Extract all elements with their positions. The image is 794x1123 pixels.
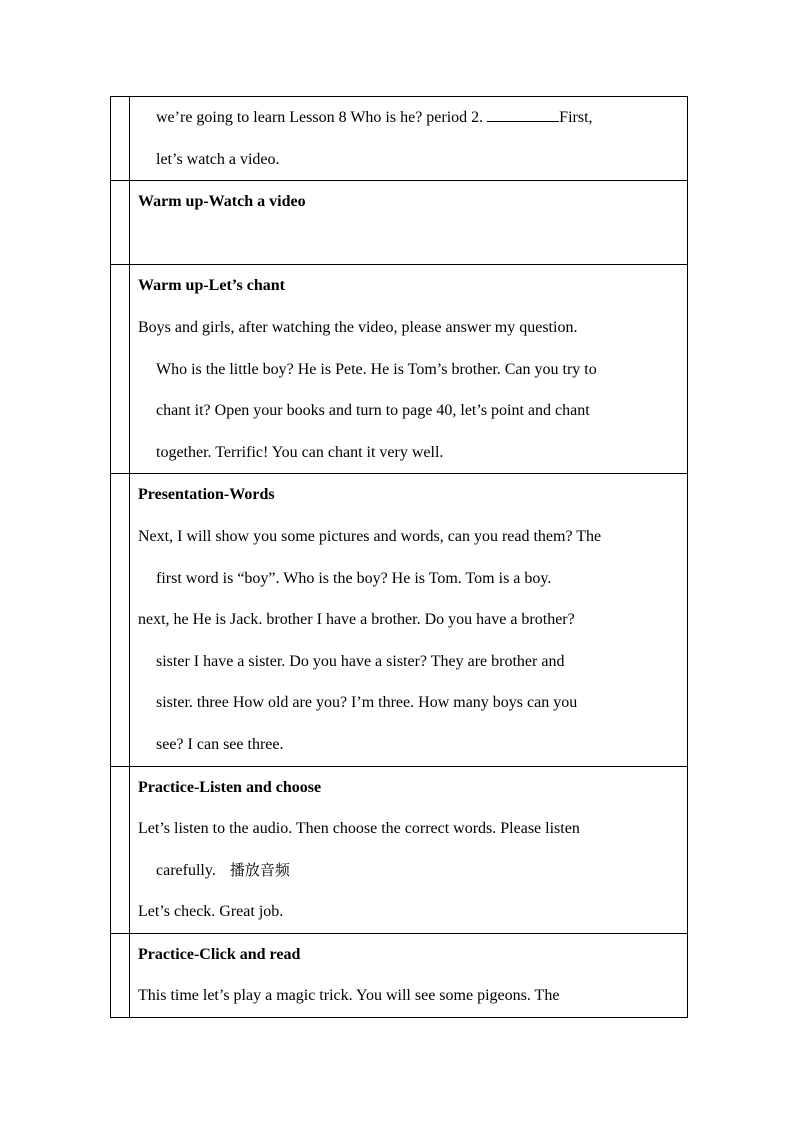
section-heading: Presentation-Words (138, 486, 275, 504)
text-segment: First, (559, 109, 593, 126)
section-heading: Practice-Click and read (138, 945, 301, 963)
body-line: first word is “boy”. Who is the boy? He is Tom. Tom is a boy. (156, 569, 552, 587)
body-line: Boys and girls, after watching the video, please answer my question. (138, 318, 578, 336)
body-line: let’s watch a video. (156, 150, 280, 168)
side-cell (111, 474, 130, 766)
body-line: see? I can see three. (156, 735, 284, 753)
content-cell (130, 474, 688, 766)
body-line (138, 850, 679, 892)
side-cell (111, 181, 130, 265)
content-cell (130, 265, 688, 474)
body-line: Who is the little boy? He is Pete. He is Tom’s brother. Can you try to (156, 360, 597, 378)
body-line: sister. three How old are you? I’m three. How many boys can you (156, 694, 578, 712)
content-cell (130, 933, 688, 1017)
empty-line (138, 223, 679, 265)
side-cell (111, 97, 130, 181)
text-segment: we’re going to learn Lesson 8 Who is he? period 2. (156, 109, 488, 126)
body-line: Next, I will show you some pictures and words, can you read them? The (138, 527, 602, 545)
body-line: This time let’s play a magic trick. You will see some pigeons. The (138, 987, 560, 1005)
section-heading: Warm up-Let’s chant (138, 277, 285, 295)
body-line (138, 97, 679, 139)
cjk-note: 播放音频 (229, 860, 290, 879)
side-cell (111, 766, 130, 933)
fill-blank (487, 107, 559, 122)
section-heading: Practice-Listen and choose (138, 778, 322, 796)
table-row (111, 181, 688, 265)
body-line: together. Terrific! You can chant it very well. (156, 443, 444, 461)
body-line: next, he He is Jack. brother I have a brother. Do you have a brother? (138, 611, 575, 629)
table-row (111, 766, 688, 933)
table-row (111, 474, 688, 766)
text-segment: carefully. (156, 861, 216, 879)
content-cell (130, 181, 688, 265)
body-line: Let’s listen to the audio. Then choose the correct words. Please listen (138, 820, 580, 838)
section-heading: Warm up-Watch a video (138, 193, 306, 211)
body-line: sister I have a sister. Do you have a sister? They are brother and (156, 652, 565, 670)
content-cell (130, 97, 688, 181)
side-cell (111, 933, 130, 1017)
body-line: Let’s check. Great job. (138, 903, 284, 921)
table-row (111, 265, 688, 474)
side-cell (111, 265, 130, 474)
table-row (111, 933, 688, 1017)
lesson-plan-table (110, 96, 688, 1018)
body-line: chant it? Open your books and turn to page 40, let’s point and chant (156, 402, 590, 420)
table-row (111, 97, 688, 181)
content-cell (130, 766, 688, 933)
